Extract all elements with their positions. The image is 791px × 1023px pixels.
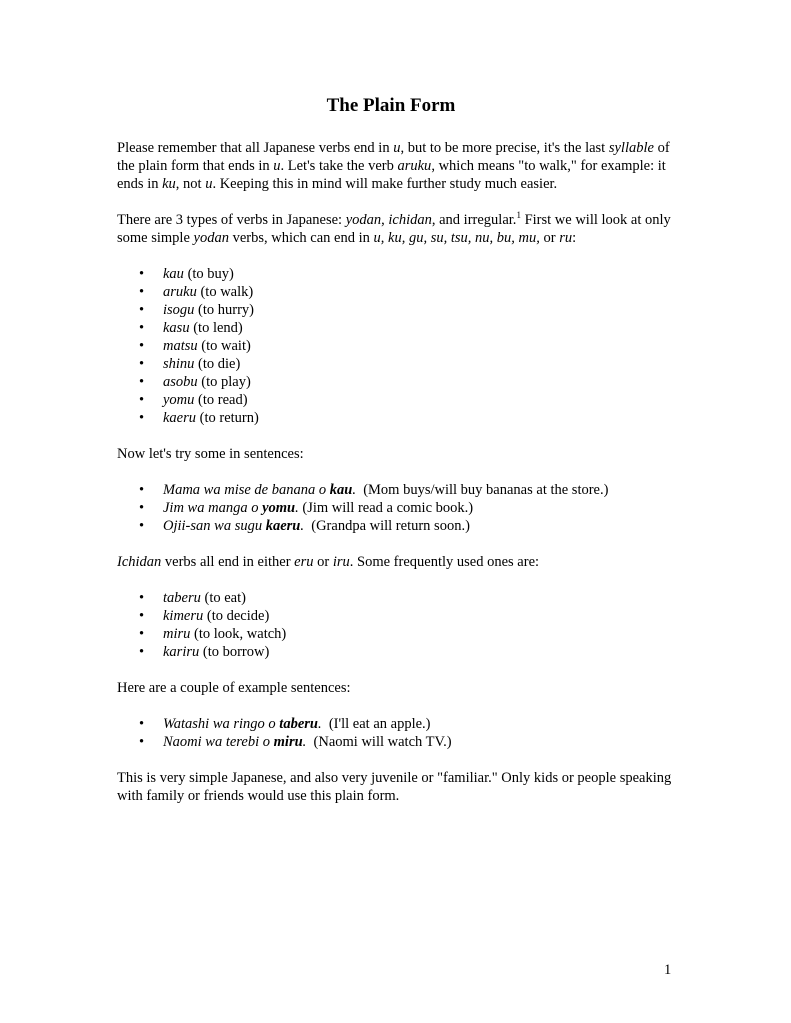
bullet-icon: • (139, 284, 145, 300)
sentence-end: . (352, 482, 356, 498)
list-item (117, 733, 677, 751)
verb: yomu (163, 392, 195, 408)
bullet-icon: • (139, 626, 145, 642)
bullet-icon: • (139, 374, 145, 390)
list-item (117, 409, 677, 427)
bullet-icon: • (139, 302, 145, 318)
verb: miru (163, 626, 191, 642)
gloss: (to buy) (187, 266, 234, 282)
bullet-icon: • (139, 644, 145, 660)
sentence-verb: kau (329, 482, 353, 498)
bullet-icon: • (139, 518, 145, 534)
sentence-start: Mama wa mise de banana o (163, 482, 330, 498)
sentence-start: Watashi wa ringo o (163, 716, 280, 732)
italic-run: eru (294, 554, 314, 570)
gloss: (to look, watch) (194, 626, 287, 642)
examples-intro: Here are a couple of example sentences: (117, 680, 351, 696)
gloss: (to borrow) (202, 644, 270, 660)
bullet-icon: • (139, 590, 145, 606)
italic-run: u (393, 140, 401, 156)
sentence-verb: taberu (279, 716, 318, 732)
page-number: 1 (664, 962, 672, 978)
translation: (Jim will read a comic book.) (302, 500, 474, 516)
list-item (117, 283, 677, 301)
bullet-icon: • (139, 608, 145, 624)
gloss: (to walk) (200, 284, 254, 300)
sentence-verb: miru (273, 734, 303, 750)
translation: (Mom buys/will buy bananas at the store.) (363, 482, 609, 498)
text-run: or (539, 230, 560, 246)
sentence-verb: yomu (262, 500, 296, 516)
italic-run: u (273, 158, 281, 174)
list-item (117, 337, 677, 355)
verb: kasu (163, 320, 190, 336)
italic-run: Ichidan (117, 554, 162, 570)
text-run: verbs, which can end in (228, 230, 374, 246)
bullet-icon: • (139, 356, 145, 372)
text-run: . Let's take the verb (280, 158, 398, 174)
sentence-text (163, 482, 356, 498)
intro-paragraph (117, 139, 677, 193)
sentence-start: Naomi wa terebi o (163, 734, 274, 750)
verb: isogu (163, 302, 195, 318)
italic-run: syllable (608, 140, 654, 156)
document-page (117, 95, 677, 823)
translation: (Grandpa will return soon.) (311, 518, 470, 534)
sentence-end: . (295, 500, 299, 516)
sentence-text (163, 734, 306, 750)
ichidan-sentence-list (117, 715, 677, 751)
text-run: . Some frequently used ones are: (349, 554, 540, 570)
ichidan-verb-list (117, 589, 677, 661)
text-run: . Keeping this in mind will make further study much easier. (212, 176, 558, 192)
gloss: (to hurry) (198, 302, 255, 318)
bullet-icon: • (139, 320, 145, 336)
sentence-text (163, 500, 299, 516)
bullet-icon: • (139, 338, 145, 354)
text-run: , but to be more precise, it's the last (400, 140, 609, 156)
bullet-icon: • (139, 734, 145, 750)
list-item (117, 319, 677, 337)
gloss: (to read) (198, 392, 248, 408)
list-item (117, 517, 677, 535)
bullet-icon: • (139, 410, 145, 426)
translation: (I'll eat an apple.) (328, 716, 431, 732)
gloss: (to lend) (193, 320, 243, 336)
bullet-icon: • (139, 392, 145, 408)
sentence-start: Jim wa manga o (163, 500, 263, 516)
bullet-icon: • (139, 500, 145, 516)
sentence-text (163, 716, 322, 732)
verb-types-paragraph (117, 211, 677, 247)
sentences-intro: Now let's try some in sentences: (117, 446, 304, 462)
italic-run: yodan (345, 212, 382, 228)
text-run: verbs all end in either (161, 554, 295, 570)
text-run: , not (175, 176, 206, 192)
text-run: , (381, 212, 389, 228)
verb: matsu (163, 338, 198, 354)
verb: taberu (163, 590, 201, 606)
text-run: There are 3 types of verbs in Japanese: (117, 212, 346, 228)
italic-run: u, ku, gu, su, tsu, nu, bu, mu, (373, 230, 540, 246)
page-title: The Plain Form (326, 95, 456, 116)
list-item (117, 391, 677, 409)
sentence-end: . (317, 716, 322, 732)
sentence-end: . (300, 518, 304, 534)
italic-run: aruku (397, 158, 432, 174)
list-item (117, 643, 677, 661)
verb: asobu (163, 374, 198, 390)
gloss: (to wait) (201, 338, 251, 354)
gloss: (to die) (198, 356, 241, 372)
list-item (117, 715, 677, 733)
list-item (117, 481, 677, 499)
verb: aruku (163, 284, 197, 300)
list-item (117, 589, 677, 607)
verb: kaeru (163, 410, 197, 426)
yodan-verb-list (117, 265, 677, 427)
gloss: (to decide) (206, 608, 270, 624)
list-item (117, 625, 677, 643)
italic-run: u (205, 176, 213, 192)
yodan-sentence-list (117, 481, 677, 535)
translation: (Naomi will watch TV.) (313, 734, 452, 750)
text-run: , and irregular. (431, 212, 517, 228)
italic-run: yodan (193, 230, 229, 246)
text-run: or (313, 554, 333, 570)
list-item (117, 373, 677, 391)
italic-run: ru (559, 230, 573, 246)
verb: kariru (163, 644, 200, 660)
list-item (117, 265, 677, 283)
italic-run: iru (332, 554, 350, 570)
bullet-icon: • (139, 266, 145, 282)
verb: kau (163, 266, 184, 282)
text-run: of the plain form that ends in (117, 140, 670, 174)
ichidan-intro (117, 553, 677, 571)
text-run: First we will look at only some simple (117, 212, 671, 246)
bullet-icon: • (139, 482, 145, 498)
list-item (117, 355, 677, 373)
closing-paragraph: This is very simple Japanese, and also very juvenile or "familiar." Only kids or people speaking with family or friends would use this plain form. (117, 770, 672, 804)
gloss: (to return) (199, 410, 259, 426)
verb: shinu (163, 356, 195, 372)
footnote-marker[interactable]: 1 (516, 210, 521, 220)
sentence-start: Ojii-san wa sugu (163, 518, 266, 534)
italic-run: ku (162, 176, 176, 192)
text-run: : (572, 230, 577, 246)
verb: kimeru (163, 608, 204, 624)
list-item (117, 301, 677, 319)
list-item (117, 607, 677, 625)
sentence-end: . (302, 734, 307, 750)
list-item (117, 499, 677, 517)
bullet-icon: • (139, 716, 145, 732)
sentence-verb: kaeru (265, 518, 301, 534)
italic-run: ichidan (388, 212, 432, 228)
gloss: (to eat) (204, 590, 246, 606)
text-run: Please remember that all Japanese verbs end in (117, 140, 394, 156)
text-run: , which means "to walk," for example: it ends in (117, 158, 666, 192)
gloss: (to play) (201, 374, 251, 390)
sentence-text (163, 518, 304, 534)
